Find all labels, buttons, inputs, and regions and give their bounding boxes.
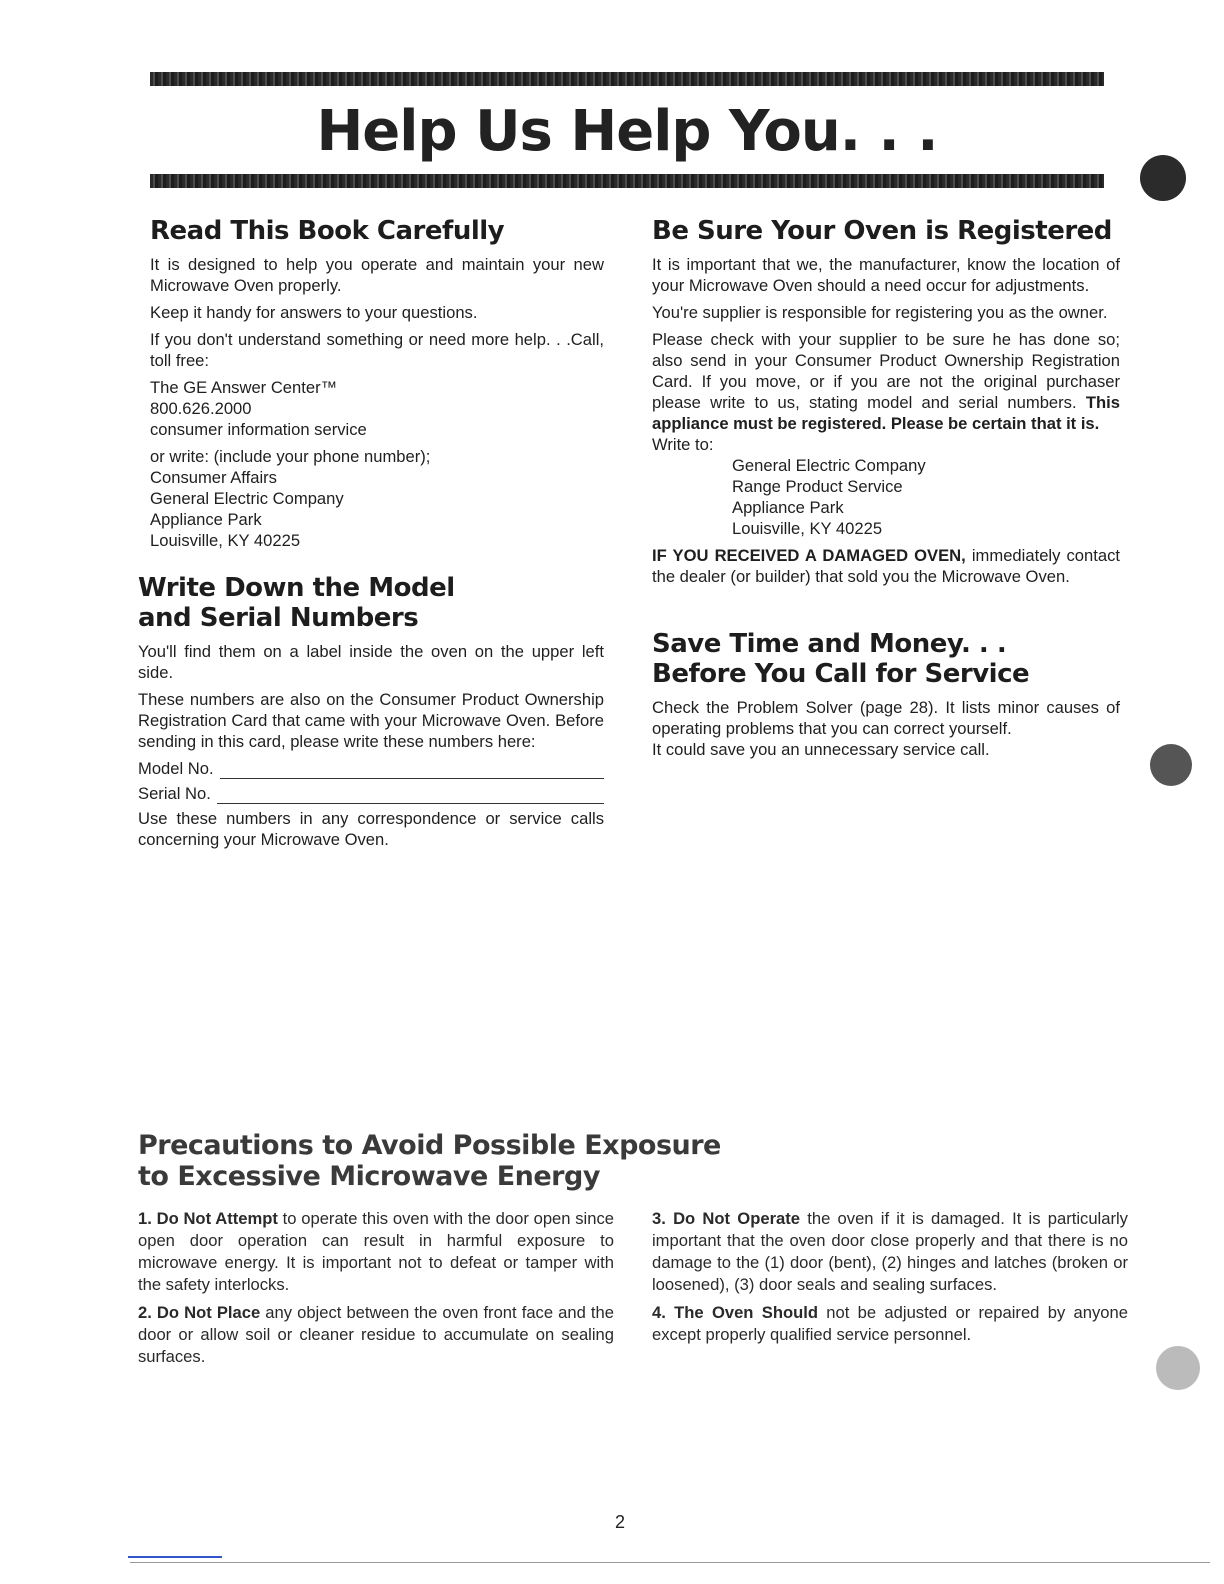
precautions-heading-2: to Excessive Microwave Energy (138, 1161, 600, 1192)
registered-p3-bold: This appliance must be registered. Please be certain that it is. (652, 393, 1120, 433)
write-to-label: Write to: (652, 435, 714, 454)
registered-p3 (652, 329, 1120, 434)
model-number-field[interactable] (138, 758, 604, 779)
save-heading-2: Before You Call for Service (652, 659, 1030, 689)
precaution-item-3-text: the oven if it is damaged. It is particularly important that the oven door close properly and that there is no damage to the (1) door (bent), (2) hinges and latches (broken or loosened), (3) door seals and sealing surfaces. (652, 1209, 1128, 1294)
read-book-p3: If you don't understand something or need more help. . .Call, toll free: (150, 330, 604, 370)
read-book-section (138, 216, 604, 551)
registered-p3-text: Please check with your supplier to be sure he has done so; also send in your Consumer Product Ownership Registration Card. If you move, or if you are not the original purchaser please write to us, stating model and serial numbers. (652, 330, 1120, 412)
reg-address-line-3: Appliance Park (732, 498, 844, 517)
model-heading-2: and Serial Numbers (138, 603, 419, 633)
model-p3: Use these numbers in any correspondence or service calls concerning your Microwave Oven. (138, 809, 604, 849)
registered-heading: Be Sure Your Oven is Registered (652, 216, 1112, 246)
header-bottom-bar (150, 174, 1104, 188)
left-column (138, 216, 604, 856)
reg-address-line-2: Range Product Service (732, 477, 903, 496)
precaution-item-2 (138, 1302, 614, 1368)
serial-number-line (217, 789, 604, 804)
damaged-oven-text: immediately contact the dealer (or builder) that sold you the Microwave Oven. (652, 546, 1120, 586)
right-column (652, 216, 1120, 766)
precaution-item-3 (652, 1208, 1128, 1296)
page-title: Help Us Help You. . . (316, 99, 938, 164)
footer-rule (130, 1562, 1210, 1563)
address-line-4: Louisville, KY 40225 (150, 531, 301, 550)
registered-p2: You're supplier is responsible for registering you as the owner. (652, 303, 1108, 322)
page-number: 2 (614, 1512, 625, 1532)
precaution-item-4-bold: 4. The Oven Should (652, 1303, 818, 1322)
read-book-p2: Keep it handy for answers to your questions. (150, 303, 478, 322)
service-line: consumer information service (150, 420, 367, 439)
precautions-section (138, 1130, 1128, 1374)
save-p2: It could save you an unnecessary service call. (652, 740, 990, 759)
reg-address-line-1: General Electric Company (732, 456, 926, 475)
read-book-p1: It is designed to help you operate and maintain your new Microwave Oven properly. (150, 255, 604, 295)
precaution-item-1 (138, 1208, 614, 1296)
precaution-item-4-text: not be adjusted or repaired by anyone except properly qualified service personnel. (652, 1303, 1128, 1344)
binder-hole-3 (1156, 1346, 1200, 1390)
footer-link-underline (128, 1556, 222, 1558)
precaution-item-2-text: any object between the oven front face and the door or allow soil or cleaner residue to accumulate on sealing surfaces. (138, 1303, 614, 1366)
damaged-oven-bold: IF YOU RECEIVED A DAMAGED OVEN, (652, 546, 966, 565)
serial-number-field[interactable] (138, 783, 604, 804)
read-book-heading: Read This Book Carefully (150, 216, 505, 246)
model-section (138, 573, 604, 850)
save-section (652, 629, 1120, 760)
save-p1: Check the Problem Solver (page 28). It lists minor causes of operating problems that you can correct yourself. (652, 698, 1120, 738)
registered-section (652, 216, 1120, 587)
serial-number-label: Serial No. (138, 784, 211, 803)
registered-p1: It is important that we, the manufacturer, know the location of your Microwave Oven should a need occur for adjustments. (652, 255, 1120, 295)
header-top-bar (150, 72, 1104, 86)
address-line-3: Appliance Park (150, 510, 262, 529)
precaution-item-1-bold: 1. Do Not Attempt (138, 1209, 278, 1228)
save-heading-1: Save Time and Money. . . (652, 629, 1007, 659)
model-p1: You'll find them on a label inside the oven on the upper left side. (138, 642, 604, 682)
damaged-oven-paragraph (652, 545, 1120, 587)
precautions-heading-1: Precautions to Avoid Possible Exposure (138, 1130, 721, 1161)
model-number-line (220, 764, 604, 779)
write-line: or write: (include your phone number); (150, 447, 431, 466)
precautions-left (138, 1208, 614, 1374)
model-heading-1: Write Down the Model (138, 573, 455, 603)
precaution-item-4 (652, 1302, 1128, 1346)
model-p2: These numbers are also on the Consumer Product Ownership Registration Card that came with your Microwave Oven. Before sending in this card, please write these numbers here: (138, 690, 604, 751)
answer-center: The GE Answer Center™ (150, 378, 338, 397)
binder-hole-2 (1150, 744, 1192, 786)
precautions-right (652, 1208, 1128, 1374)
model-number-label: Model No. (138, 759, 214, 778)
precaution-item-1-text: to operate this oven with the door open since open door operation can result in harmful exposure to microwave energy. It is important not to defeat or tamper with the safety interlocks. (138, 1209, 614, 1294)
address-line-2: General Electric Company (150, 489, 344, 508)
reg-address-line-4: Louisville, KY 40225 (732, 519, 883, 538)
precaution-item-3-bold: 3. Do Not Operate (652, 1209, 801, 1228)
precaution-item-2-bold: 2. Do Not Place (138, 1303, 261, 1322)
binder-hole-1 (1140, 155, 1186, 201)
phone-number: 800.626.2000 (150, 399, 252, 418)
address-line-1: Consumer Affairs (150, 468, 277, 487)
